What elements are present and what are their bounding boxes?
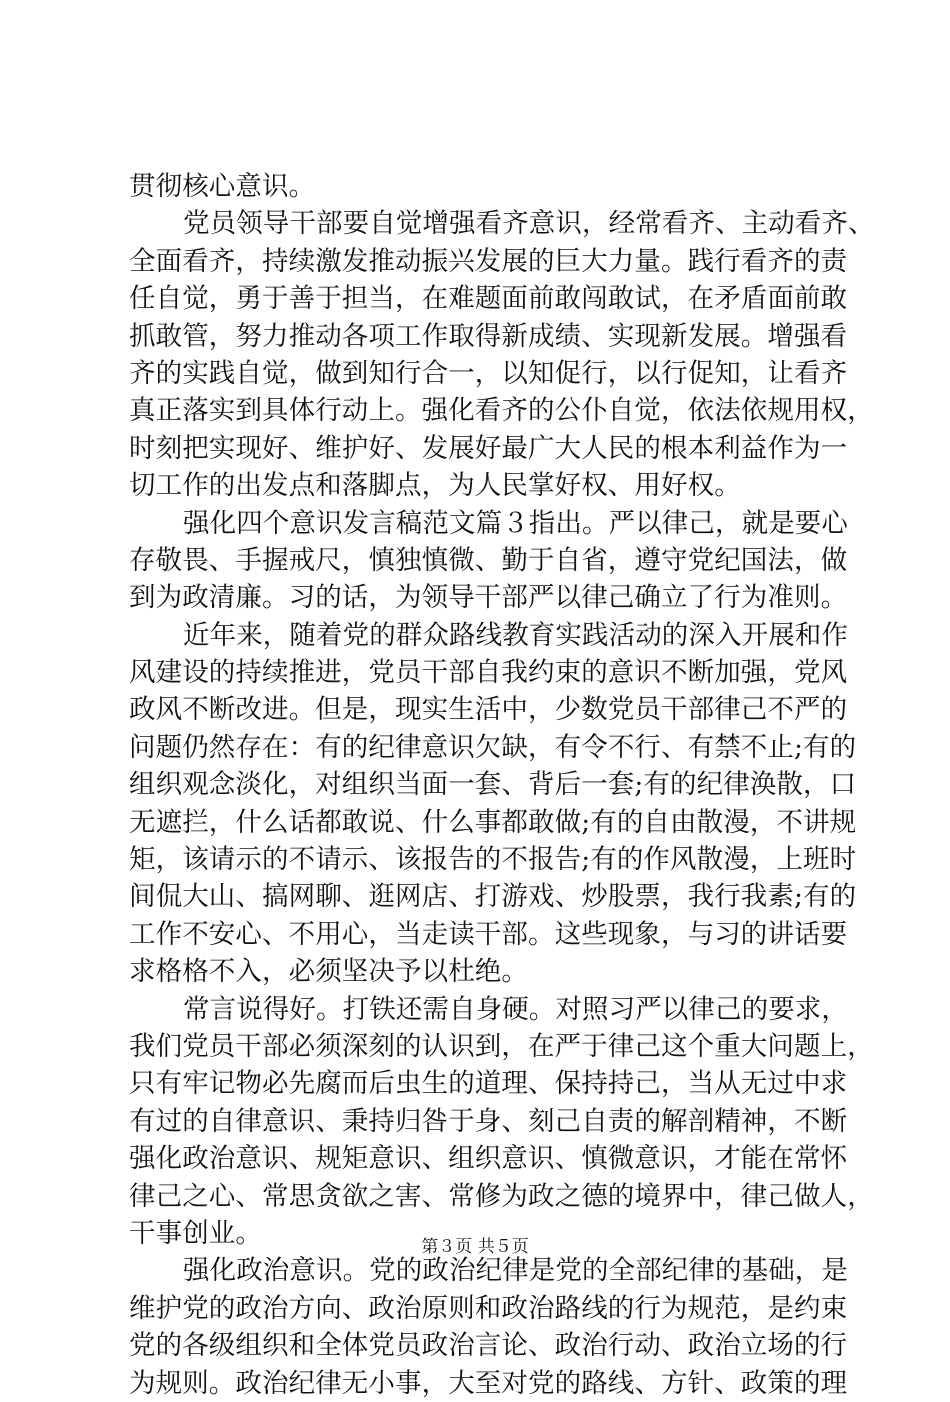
page-number-label: 第３页 共５页 bbox=[421, 1237, 529, 1257]
text-line: 政风不断改进。但是，现实生活中，少数党员干部律己不严的 bbox=[129, 694, 848, 726]
text-line: 间侃大山、搞网聊、逛网店、打游戏、炒股票，我行我素;有的 bbox=[129, 881, 857, 913]
text-line: 强化政治意识。党的政治纪律是党的全部纪律的基础，是 bbox=[183, 1255, 848, 1287]
text-line: 强化四个意识发言稿范文篇３指出。严以律己，就是要心 bbox=[183, 507, 848, 539]
text-line: 时刻把实现好、维护好、发展好最广大人民的根本利益作为一 bbox=[129, 432, 848, 464]
text-line: 风建设的持续推进，党员干部自我约束的意识不断加强，党风 bbox=[129, 657, 848, 689]
document-body bbox=[129, 168, 875, 1402]
text-line: 为规则。政治纪律无小事，大至对党的路线、方针、政策的理 bbox=[129, 1367, 848, 1399]
text-line: 有过的自律意识、秉持归咎于身、刻己自责的解剖精神，不断 bbox=[129, 1105, 848, 1137]
text-line: 干事创业。 bbox=[129, 1217, 262, 1249]
text-line: 全面看齐，持续激发推动振兴发展的巨大力量。践行看齐的责 bbox=[129, 245, 848, 277]
text-line: 任自觉，勇于善于担当，在难题面前敢闯敢试，在矛盾面前敢 bbox=[129, 283, 848, 315]
text-line: 我们党员干部必须深刻的认识到，在严于律己这个重大问题上， bbox=[129, 1030, 874, 1062]
text-line: 维护党的政治方向、政治原则和政治路线的行为规范，是约束 bbox=[129, 1292, 848, 1324]
text-line: 近年来，随着党的群众路线教育实践活动的深入开展和作 bbox=[183, 619, 848, 651]
text-line: 强化政治意识、规矩意识、组织意识、慎微意识，才能在常怀 bbox=[129, 1143, 848, 1175]
paragraph bbox=[129, 505, 848, 617]
text-line: 贯彻核心意识。 bbox=[129, 171, 316, 202]
text-line: 存敬畏、手握戒尺，慎独慎微、勤于自省，遵守党纪国法，做 bbox=[129, 544, 848, 576]
paragraph bbox=[129, 1252, 848, 1402]
text-line: 齐的实践自觉，做到知行合一，以知促行，以行促知，让看齐 bbox=[129, 357, 848, 389]
text-line: 抓敢管，努力推动各项工作取得新成绩、实现新发展。增强看 bbox=[129, 320, 848, 352]
text-line: 组织观念淡化，对组织当面一套、背后一套;有的纪律涣散，口 bbox=[129, 769, 857, 801]
text-line: 无遮拦，什么话都敢说、什么事都敢做;有的自由散漫，不讲规 bbox=[129, 806, 857, 838]
text-line: 切工作的出发点和落脚点，为人民掌好权、用好权。 bbox=[129, 470, 741, 502]
text-line: 问题仍然存在：有的纪律意识欠缺，有令不行、有禁不止;有的 bbox=[129, 731, 857, 763]
text-line: 工作不安心、不用心，当走读干部。这些现象，与习的讲话要 bbox=[129, 918, 848, 950]
text-line: 求格格不入，必须坚决予以杜绝。 bbox=[129, 956, 528, 988]
text-line: 矩，该请示的不请示、该报告的不报告;有的作风散漫，上班时 bbox=[129, 844, 857, 876]
text-line: 只有牢记物必先腐而后虫生的道理、保持持己，当从无过中求 bbox=[129, 1068, 848, 1100]
paragraph bbox=[129, 168, 829, 205]
text-line: 真正落实到具体行动上。强化看齐的公仆自觉，依法依规用权， bbox=[129, 395, 874, 427]
paragraph bbox=[129, 617, 857, 991]
text-line: 到为政清廉。习的话，为领导干部严以律己确立了行为准则。 bbox=[129, 582, 848, 614]
paragraph bbox=[129, 205, 875, 504]
text-line: 党员领导干部要自觉增强看齐意识，经常看齐、主动看齐、 bbox=[183, 208, 875, 240]
paragraph bbox=[129, 991, 874, 1253]
text-line: 常言说得好。打铁还需自身硬。对照习严以律己的要求， bbox=[183, 993, 848, 1025]
text-line: 律己之心、常思贪欲之害、常修为政之德的境界中，律己做人， bbox=[129, 1180, 874, 1212]
text-line: 党的各级组织和全体党员政治言论、政治行动、政治立场的行 bbox=[129, 1330, 848, 1362]
page-footer bbox=[0, 1236, 950, 1258]
